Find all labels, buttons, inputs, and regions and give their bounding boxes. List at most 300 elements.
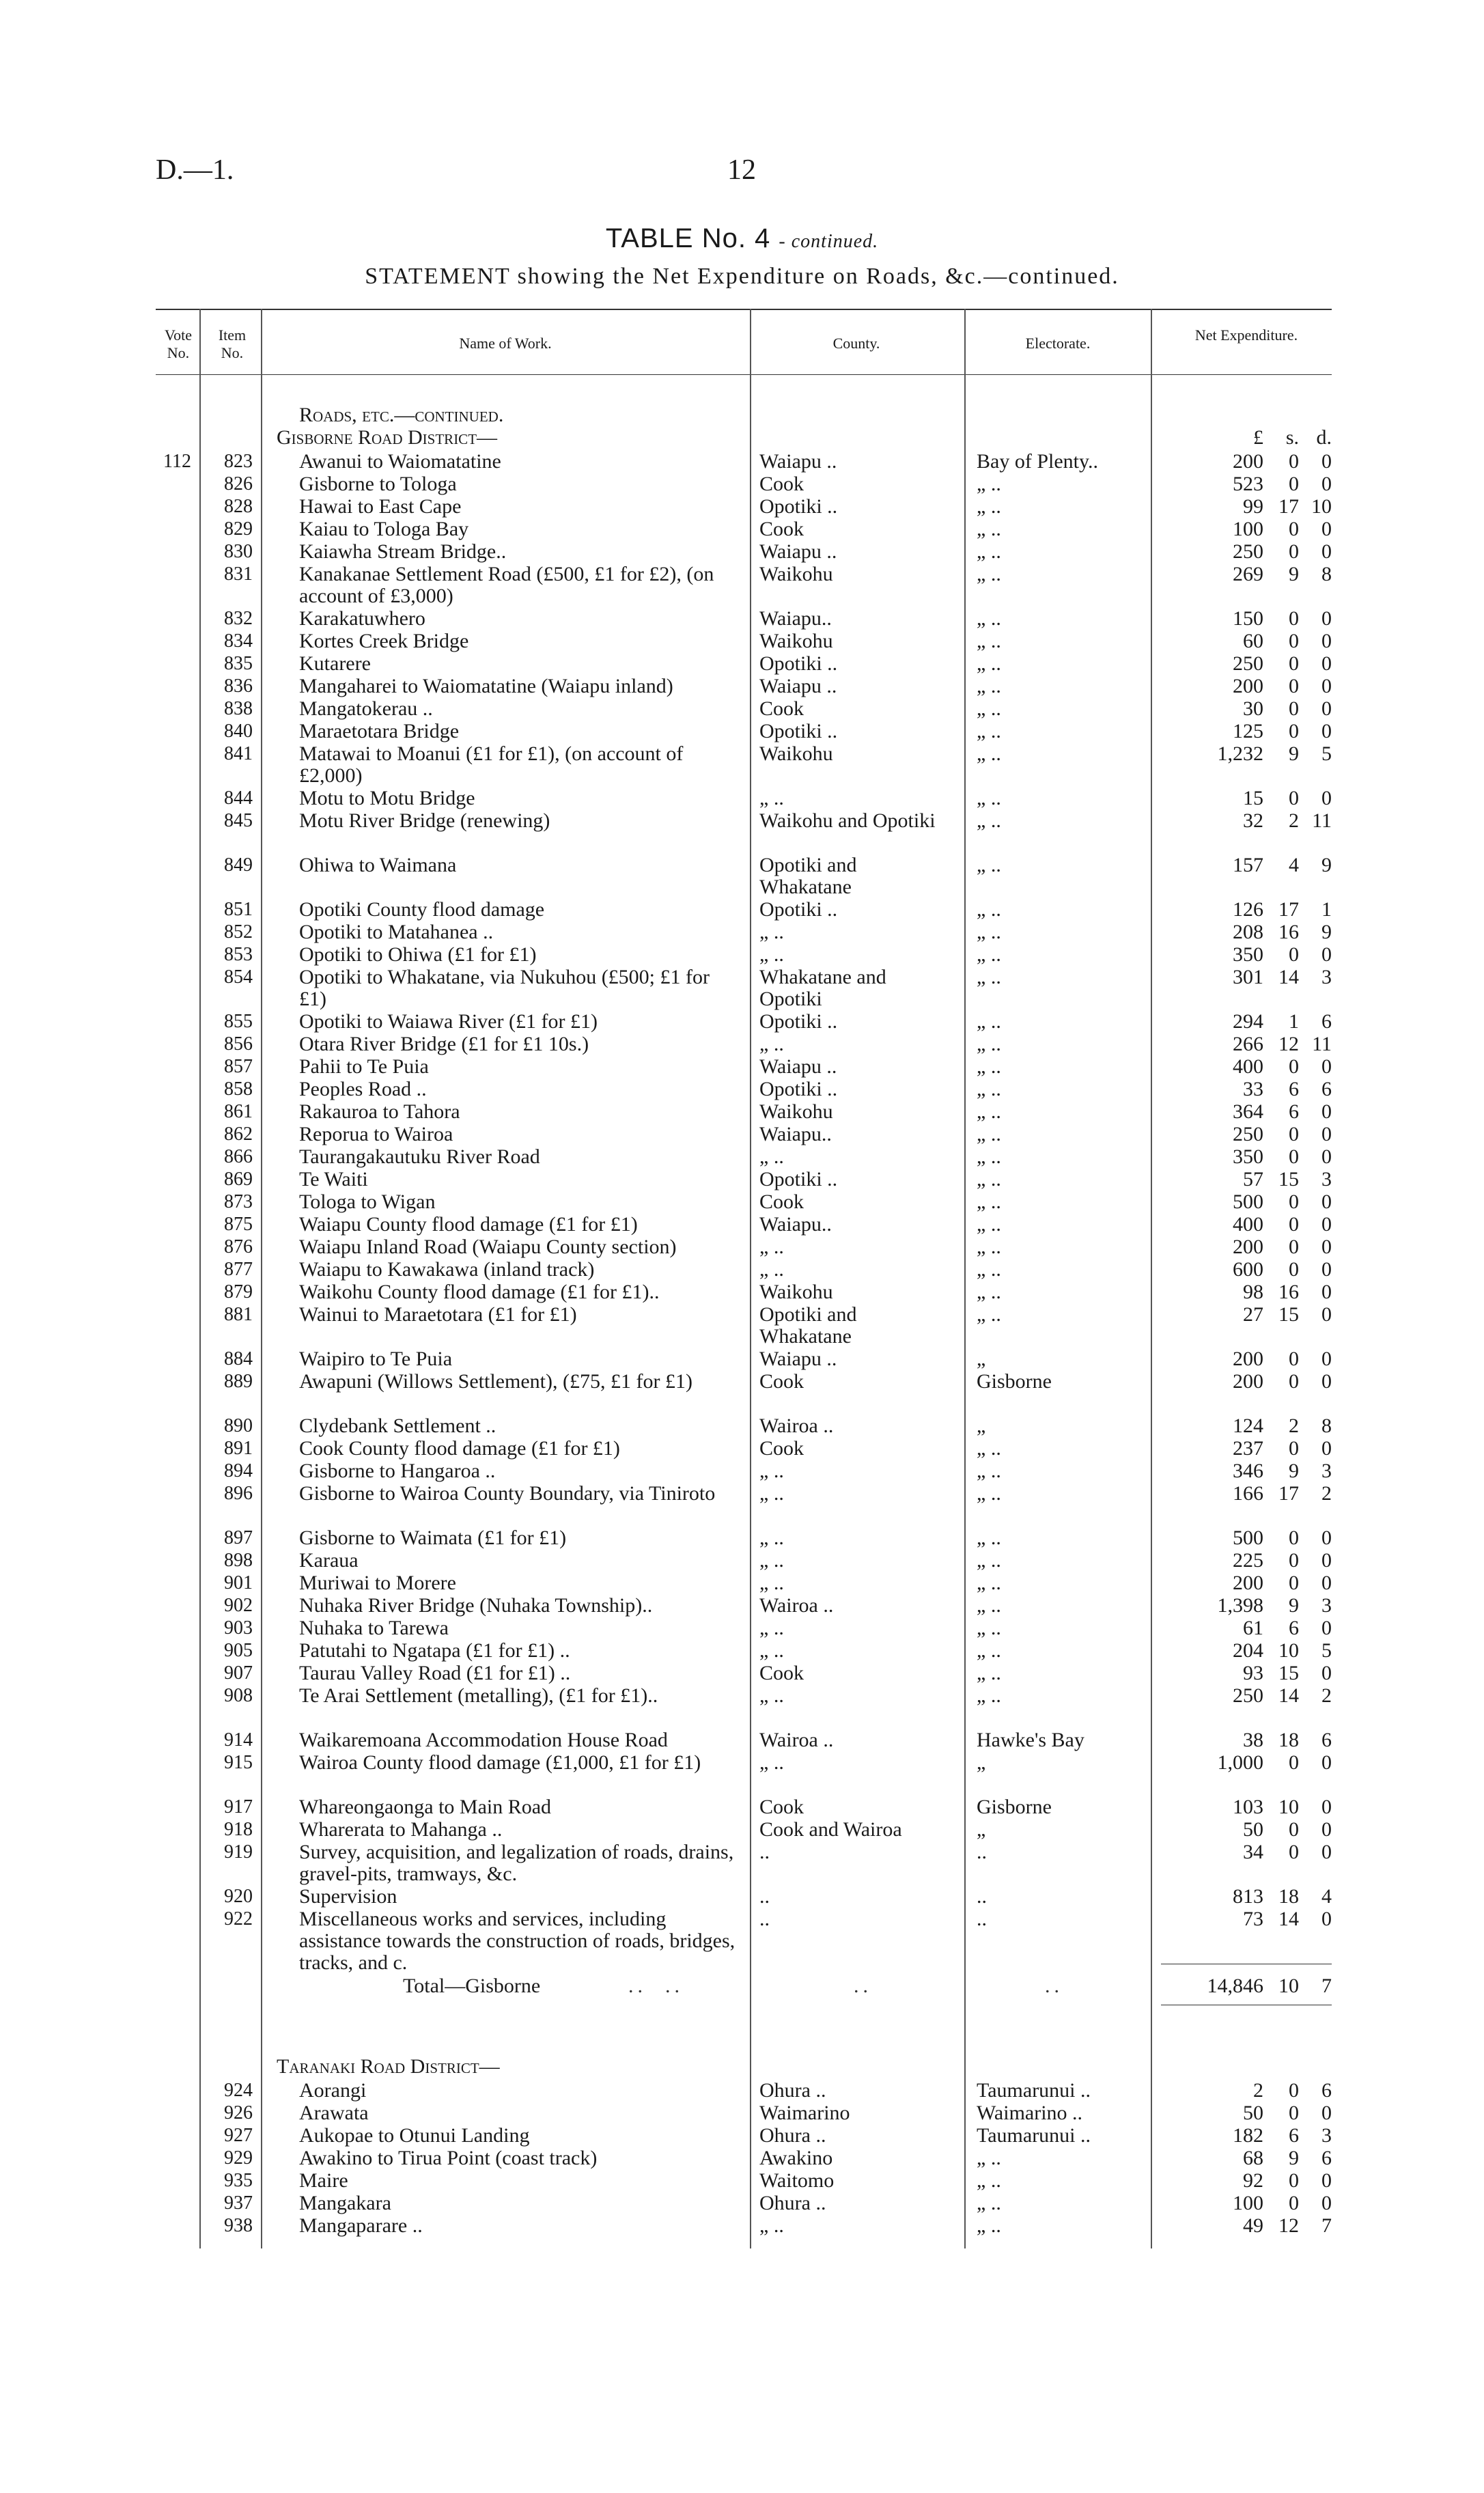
amount-pounds: 99	[1243, 495, 1263, 518]
amount-shillings: 17	[1278, 898, 1299, 921]
amount-pounds: 1,232	[1217, 742, 1263, 765]
amount-pounds: 166	[1233, 1482, 1263, 1505]
electorate-name: „ ..	[977, 1145, 1001, 1168]
amount-shillings: 0	[1289, 1549, 1299, 1572]
amount-pence: 0	[1321, 652, 1332, 675]
electorate-column-rule	[1151, 309, 1152, 2248]
county-name: Opotiki ..	[759, 720, 838, 742]
item-number: 894	[224, 1460, 253, 1481]
county-name: Opotiki ..	[759, 1168, 838, 1190]
amount-pence: 10	[1311, 495, 1332, 518]
county-name: Cook and Wairoa	[759, 1818, 902, 1841]
amount-shillings: 0	[1289, 2169, 1299, 2192]
work-name: Hawai to East Cape	[299, 495, 462, 518]
amount-pence: 8	[1321, 563, 1332, 585]
item-number: 889	[224, 1371, 253, 1392]
electorate-name: ..	[977, 1885, 987, 1908]
total-pence: 7	[1321, 1975, 1332, 1997]
county-name: „ ..	[759, 787, 784, 809]
item-number: 929	[224, 2147, 253, 2169]
item-number: 849	[224, 854, 253, 876]
header-bottom-rule	[156, 374, 1332, 375]
county-name: „ ..	[759, 2214, 784, 2237]
work-name: Wairoa County flood damage (£1,000, £1 for £1)	[299, 1751, 701, 1774]
county-name: Waiapu ..	[759, 675, 837, 697]
work-name: Waiapu to Kawakawa (inland track)	[299, 1258, 595, 1281]
amount-shillings: 18	[1278, 1885, 1299, 1908]
amount-shillings: 6	[1289, 1078, 1299, 1100]
work-name: Gisborne to Hangaroa ..	[299, 1460, 496, 1482]
work-name: Miscellaneous works and services, including assistance towards the construction of roads, bridges, tracks, and c.	[299, 1908, 736, 1974]
electorate-name: „ ..	[977, 1033, 1001, 1055]
amount-pounds: 250	[1233, 652, 1263, 675]
item-number: 926	[224, 2102, 253, 2123]
amount-pounds: 27	[1243, 1303, 1263, 1326]
county-name: Wairoa ..	[759, 1415, 834, 1437]
item-number: 858	[224, 1078, 253, 1100]
item-number: 920	[224, 1886, 253, 1907]
electorate-name: ..	[977, 1841, 987, 1863]
amount-pence: 11	[1312, 809, 1332, 832]
electorate-name: „ ..	[977, 1236, 1001, 1258]
work-name: Mangaharei to Waiomatatine (Waiapu inland)	[299, 675, 673, 697]
item-number: 915	[224, 1752, 253, 1773]
amount-shillings: 17	[1278, 495, 1299, 518]
amount-shillings: 6	[1289, 1100, 1299, 1123]
amount-shillings: 0	[1289, 540, 1299, 563]
amount-pounds: 60	[1243, 630, 1263, 652]
county-name: Opotiki ..	[759, 1078, 838, 1100]
amount-pence: 0	[1321, 607, 1332, 630]
work-name: Cook County flood damage (£1 for £1)	[299, 1437, 620, 1460]
amount-pounds: 269	[1233, 563, 1263, 585]
amount-shillings: 9	[1289, 742, 1299, 765]
amount-shillings: 0	[1289, 1572, 1299, 1594]
amount-pence: 0	[1321, 1549, 1332, 1572]
electorate-name: „ ..	[977, 607, 1001, 630]
item-number: 905	[224, 1640, 253, 1661]
amount-pounds: 100	[1233, 518, 1263, 540]
amount-shillings: 14	[1278, 1684, 1299, 1707]
amount-shillings: 0	[1289, 1236, 1299, 1258]
item-number: 873	[224, 1191, 253, 1212]
item-number: 897	[224, 1527, 253, 1548]
work-name: Karakatuwhero	[299, 607, 425, 630]
item-number: 927	[224, 2125, 253, 2146]
county-name: Opotiki ..	[759, 1010, 838, 1033]
item-number: 834	[224, 630, 253, 652]
amount-shillings: 0	[1289, 943, 1299, 966]
item-number: 935	[224, 2170, 253, 2191]
work-name: Kaiawha Stream Bridge..	[299, 540, 507, 563]
electorate-name: „ ..	[977, 518, 1001, 540]
electorate-name: „ ..	[977, 563, 1001, 585]
county-name: Cook	[759, 473, 804, 495]
electorate-name: „ ..	[977, 1684, 1001, 1707]
amount-pence: 3	[1321, 1594, 1332, 1617]
amount-pounds: 103	[1233, 1796, 1263, 1818]
amount-pounds: 15	[1243, 787, 1263, 809]
amount-pounds: 350	[1233, 1145, 1263, 1168]
electorate-name: „ ..	[977, 1303, 1001, 1326]
electorate-name: „ ..	[977, 540, 1001, 563]
item-number: 919	[224, 1841, 253, 1863]
county-name: „ ..	[759, 1684, 784, 1707]
county-name: „ ..	[759, 1145, 784, 1168]
amount-pence: 0	[1321, 1662, 1332, 1684]
amount-shillings: 12	[1278, 1033, 1299, 1055]
electorate-name: „ ..	[977, 921, 1001, 943]
work-name: Motu to Motu Bridge	[299, 787, 475, 809]
county-name: „ ..	[759, 1033, 784, 1055]
county-name: „ ..	[759, 1258, 784, 1281]
amount-pounds: 126	[1233, 898, 1263, 921]
amount-pence: 6	[1321, 1010, 1332, 1033]
amount-pounds: 200	[1233, 1370, 1263, 1393]
amount-shillings: 4	[1289, 854, 1299, 876]
work-name: Clydebank Settlement ..	[299, 1415, 496, 1437]
item-number: 914	[224, 1729, 253, 1751]
county-name: Ohura ..	[759, 2124, 826, 2147]
amount-pounds: 600	[1233, 1258, 1263, 1281]
county-name: Waimarino	[759, 2102, 850, 2124]
county-name: „ ..	[759, 1460, 784, 1482]
county-name: „ ..	[759, 1751, 784, 1774]
work-name: Mangakara	[299, 2192, 391, 2214]
electorate-name: „ ..	[977, 1168, 1001, 1190]
total-leader-dots: .. ..	[628, 1975, 684, 1997]
work-name: Opotiki to Ohiwa (£1 for £1)	[299, 943, 537, 966]
amount-pounds: 208	[1233, 921, 1263, 943]
amount-pounds: 32	[1243, 809, 1263, 832]
item-number: 869	[224, 1169, 253, 1190]
amount-pence: 0	[1321, 1796, 1332, 1818]
electorate-name: „ ..	[977, 742, 1001, 765]
header-name-of-work: Name of Work.	[459, 335, 552, 352]
work-name: Opotiki to Whakatane, via Nukuhou (£500; £1 for £1)	[299, 966, 710, 1010]
amount-pence: 0	[1321, 1190, 1332, 1213]
amount-pounds: 301	[1233, 966, 1263, 988]
work-name: Waiapu Inland Road (Waiapu County section)	[299, 1236, 677, 1258]
county-name: Waikohu	[759, 1100, 833, 1123]
work-name: Ohiwa to Waimana	[299, 854, 457, 876]
amount-pence: 6	[1321, 2079, 1332, 2102]
county-name: Wairoa ..	[759, 1729, 834, 1751]
amount-shillings: 2	[1289, 809, 1299, 832]
work-name: Nuhaka to Tarewa	[299, 1617, 449, 1639]
amount-pounds: 200	[1233, 450, 1263, 473]
work-name: Kaiau to Tologa Bay	[299, 518, 469, 540]
amount-shillings: 15	[1278, 1303, 1299, 1326]
electorate-name: „ ..	[977, 809, 1001, 832]
item-number: 852	[224, 921, 253, 943]
item-number: 841	[224, 743, 253, 764]
item-number: 828	[224, 496, 253, 517]
shillings-label: s.	[1285, 426, 1299, 449]
item-number: 924	[224, 2080, 253, 2101]
county-name: ..	[759, 1908, 770, 1930]
amount-pounds: 38	[1243, 1729, 1263, 1751]
work-name: Otara River Bridge (£1 for £1 10s.)	[299, 1033, 589, 1055]
county-name: Opotiki and Whakatane	[759, 854, 857, 898]
electorate-name: „ ..	[977, 1437, 1001, 1460]
county-name: Waiapu ..	[759, 450, 837, 473]
amount-pence: 6	[1321, 2147, 1332, 2169]
amount-pence: 2	[1321, 1482, 1332, 1505]
item-number: 854	[224, 966, 253, 988]
amount-pounds: 500	[1233, 1527, 1263, 1549]
amount-pounds: 30	[1243, 697, 1263, 720]
header-electorate: Electorate.	[1025, 335, 1091, 352]
item-number: 838	[224, 698, 253, 719]
amount-pounds: 50	[1243, 1818, 1263, 1841]
work-name: Pahii to Te Puia	[299, 1055, 429, 1078]
amount-pence: 0	[1321, 473, 1332, 495]
item-number: 830	[224, 541, 253, 562]
electorate-name: ..	[977, 1908, 987, 1930]
amount-shillings: 0	[1289, 1190, 1299, 1213]
item-number: 876	[224, 1236, 253, 1257]
amount-pounds: 49	[1243, 2214, 1263, 2237]
amount-shillings: 0	[1289, 1258, 1299, 1281]
amount-pounds: 57	[1243, 1168, 1263, 1190]
amount-pounds: 92	[1243, 2169, 1263, 2192]
amount-shillings: 0	[1289, 1348, 1299, 1370]
amount-pence: 0	[1321, 1617, 1332, 1639]
item-number: 853	[224, 944, 253, 965]
amount-pence: 5	[1321, 1639, 1332, 1662]
amount-pence: 0	[1321, 1751, 1332, 1774]
county-name: Waikohu and Opotiki	[759, 809, 936, 832]
work-name: Gisborne to Wairoa County Boundary, via Tiniroto	[299, 1482, 716, 1505]
county-name: Cook	[759, 1796, 804, 1818]
work-name: Mangatokerau ..	[299, 697, 433, 720]
amount-shillings: 0	[1289, 1818, 1299, 1841]
county-name: „ ..	[759, 1482, 784, 1505]
amount-shillings: 0	[1289, 518, 1299, 540]
item-number: 862	[224, 1124, 253, 1145]
amount-pence: 0	[1321, 540, 1332, 563]
amount-pence: 0	[1321, 787, 1332, 809]
county-name: Cook	[759, 1190, 804, 1213]
amount-pence: 4	[1321, 1885, 1332, 1908]
work-name: Arawata	[299, 2102, 369, 2124]
item-column-rule	[261, 309, 262, 2248]
amount-pence: 0	[1321, 1370, 1332, 1393]
total-county-dots: ..	[854, 1975, 872, 1997]
work-name: Whareongaonga to Main Road	[299, 1796, 552, 1818]
county-name: Cook	[759, 1662, 804, 1684]
county-name: Waiapu..	[759, 607, 832, 630]
amount-shillings: 0	[1289, 720, 1299, 742]
amount-pence: 3	[1321, 966, 1332, 988]
amount-pence: 0	[1321, 1258, 1332, 1281]
amount-pence: 11	[1312, 1033, 1332, 1055]
amount-pounds: 350	[1233, 943, 1263, 966]
county-name: Waikohu	[759, 563, 833, 585]
work-name: Opotiki to Matahanea ..	[299, 921, 494, 943]
amount-pence: 0	[1321, 1123, 1332, 1145]
amount-pence: 2	[1321, 1684, 1332, 1707]
amount-shillings: 0	[1289, 1841, 1299, 1863]
statement-heading: STATEMENT showing the Net Expenditure on Roads, &c.—continued.	[365, 264, 1119, 289]
electorate-name: „ ..	[977, 1527, 1001, 1549]
item-number: 902	[224, 1595, 253, 1616]
document-reference: D.—1.	[156, 154, 234, 186]
work-name: Awapuni (Willows Settlement), (£75, £1 for £1)	[299, 1370, 692, 1393]
work-name: Wharerata to Mahanga ..	[299, 1818, 503, 1841]
amount-pounds: 346	[1233, 1460, 1263, 1482]
amount-shillings: 1	[1289, 1010, 1299, 1033]
item-number: 855	[224, 1011, 253, 1032]
table-title-suffix: - continued.	[779, 231, 879, 252]
work-name: Supervision	[299, 1885, 397, 1908]
amount-shillings: 0	[1289, 652, 1299, 675]
work-name: Peoples Road ..	[299, 1078, 427, 1100]
county-name: Cook	[759, 697, 804, 720]
amount-shillings: 0	[1289, 1145, 1299, 1168]
work-name: Waiapu County flood damage (£1 for £1)	[299, 1213, 638, 1236]
amount-shillings: 0	[1289, 675, 1299, 697]
electorate-name: „	[977, 1348, 986, 1370]
page-number: 12	[727, 154, 756, 186]
electorate-name: „ ..	[977, 1258, 1001, 1281]
electorate-name: „ ..	[977, 720, 1001, 742]
electorate-name: „ ..	[977, 787, 1001, 809]
amount-shillings: 17	[1278, 1482, 1299, 1505]
amount-pence: 5	[1321, 742, 1332, 765]
amount-pence: 0	[1321, 1303, 1332, 1326]
county-name: Wairoa ..	[759, 1594, 834, 1617]
header-net-expenditure: Net Expenditure.	[1194, 326, 1298, 344]
electorate-name: „ ..	[977, 1594, 1001, 1617]
work-name: Kutarere	[299, 652, 371, 675]
item-number: 844	[224, 788, 253, 809]
electorate-name: „	[977, 1818, 986, 1841]
electorate-name: „ ..	[977, 1190, 1001, 1213]
header-item-no: Item No.	[218, 326, 247, 361]
amount-pounds: 2	[1253, 2079, 1263, 2102]
work-name: Awanui to Waiomatatine	[299, 450, 501, 473]
county-name: Opotiki ..	[759, 495, 838, 518]
work-name: Te Arai Settlement (metalling), (£1 for £1)..	[299, 1684, 658, 1707]
amount-pence: 0	[1321, 1841, 1332, 1863]
electorate-name: „ ..	[977, 1617, 1001, 1639]
work-name: Matawai to Moanui (£1 for £1), (on account of £2,000)	[299, 742, 684, 787]
county-name: Whakatane and Opotiki	[759, 966, 886, 1010]
work-name: Te Waiti	[299, 1168, 368, 1190]
amount-shillings: 0	[1289, 450, 1299, 473]
county-name: Cook	[759, 1370, 804, 1393]
vote-column-rule	[199, 309, 201, 2248]
work-name: Kanakanae Settlement Road (£500, £1 for £2), (on account of £3,000)	[299, 563, 714, 607]
item-number: 937	[224, 2192, 253, 2214]
county-name: Waitomo	[759, 2169, 835, 2192]
county-name: „ ..	[759, 1527, 784, 1549]
amount-shillings: 9	[1289, 1460, 1299, 1482]
work-name: Waikohu County flood damage (£1 for £1)..	[299, 1281, 660, 1303]
amount-pounds: 400	[1233, 1055, 1263, 1078]
electorate-name: Gisborne	[977, 1796, 1052, 1818]
county-name: ..	[759, 1885, 770, 1908]
item-number: 861	[224, 1101, 253, 1122]
amount-pounds: 200	[1233, 1572, 1263, 1594]
amount-pounds: 200	[1233, 1236, 1263, 1258]
work-name: Waikaremoana Accommodation House Road	[299, 1729, 668, 1751]
item-number: 866	[224, 1146, 253, 1167]
work-name: Waipiro to Te Puia	[299, 1348, 453, 1370]
amount-pounds: 237	[1233, 1437, 1263, 1460]
amount-shillings: 10	[1278, 1796, 1299, 1818]
work-name: Gisborne to Tologa	[299, 473, 457, 495]
work-name: Karaua	[299, 1549, 359, 1572]
electorate-name: „ ..	[977, 675, 1001, 697]
work-name: Opotiki to Waiawa River (£1 for £1)	[299, 1010, 598, 1033]
total-electorate-dots: ..	[1045, 1975, 1063, 1997]
amount-pounds: 61	[1243, 1617, 1263, 1639]
county-name: Cook	[759, 1437, 804, 1460]
amount-pence: 1	[1321, 898, 1332, 921]
electorate-name: „ ..	[977, 1123, 1001, 1145]
work-name: Wainui to Maraetotara (£1 for £1)	[299, 1303, 577, 1326]
electorate-name: „ ..	[977, 2147, 1001, 2169]
county-name: Waiapu ..	[759, 1348, 837, 1370]
amount-pounds: 250	[1233, 1684, 1263, 1707]
amount-pence: 3	[1321, 2124, 1332, 2147]
amount-shillings: 0	[1289, 1527, 1299, 1549]
amount-shillings: 0	[1289, 1751, 1299, 1774]
amount-pounds: 364	[1233, 1100, 1263, 1123]
work-name: Aorangi	[299, 2079, 367, 2102]
amount-pence: 0	[1321, 1236, 1332, 1258]
electorate-name: „ ..	[977, 1639, 1001, 1662]
amount-pence: 0	[1321, 1527, 1332, 1549]
electorate-name: „ ..	[977, 495, 1001, 518]
work-name: Gisborne to Waimata (£1 for £1)	[299, 1527, 567, 1549]
electorate-name: „ ..	[977, 2214, 1001, 2237]
amount-pounds: 250	[1233, 1123, 1263, 1145]
header-county: County.	[832, 335, 880, 352]
electorate-name: „ ..	[977, 943, 1001, 966]
electorate-name: „ ..	[977, 1662, 1001, 1684]
county-name: Waiapu..	[759, 1213, 832, 1236]
roads-heading: Roads, etc.—continued.	[299, 404, 504, 426]
amount-pence: 0	[1321, 1908, 1332, 1930]
item-number: 851	[224, 899, 253, 920]
item-number: 907	[224, 1662, 253, 1684]
county-name: „ ..	[759, 1549, 784, 1572]
electorate-name: „ ..	[977, 630, 1001, 652]
item-number: 829	[224, 518, 253, 540]
item-number: 857	[224, 1056, 253, 1077]
electorate-name: „ ..	[977, 1460, 1001, 1482]
item-number: 938	[224, 2215, 253, 2236]
county-name: Waikohu	[759, 1281, 833, 1303]
amount-shillings: 0	[1289, 473, 1299, 495]
amount-pounds: 225	[1233, 1549, 1263, 1572]
county-name: ..	[759, 1841, 770, 1863]
pence-label: d.	[1316, 426, 1332, 449]
amount-pence: 0	[1321, 943, 1332, 966]
amount-shillings: 12	[1278, 2214, 1299, 2237]
county-name: „ ..	[759, 1617, 784, 1639]
county-name: Waiapu ..	[759, 540, 837, 563]
amount-shillings: 18	[1278, 1729, 1299, 1751]
amount-shillings: 0	[1289, 1213, 1299, 1236]
item-number: 823	[224, 451, 253, 472]
amount-pence: 0	[1321, 1055, 1332, 1078]
amount-pounds: 93	[1243, 1662, 1263, 1684]
